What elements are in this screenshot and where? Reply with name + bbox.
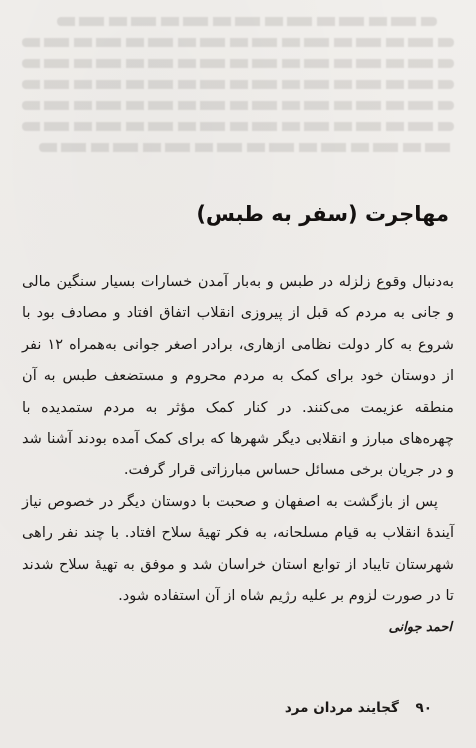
paragraph-1: به‌دنبال وقوع زلزله در طبس و به‌بار آمدن خسارات بسیار سنگین مالی و جانی به مردم که قبل از پیروزی انقلاب اتفاق افتاد و مصادف بود با شروع به کار دولت نظامی ازهاری، برادر اصغر جوانی به‌همراه ۱۲ نفر از دوستان خود برای کمک به مردم محروم و مستضعف طبس به آن منطقه عزیمت می‌کنند. در کنار کمک مؤثر به مردم ستمدیده با چهره‌های مبارز و انقلابی دیگر شهرها که برای کمک آمده بودند آشنا شد و در جریان برخی مسائل حساس مبارزاتی قرار گرفت. [22,273,455,479]
bleed-through-text [22,8,454,198]
body-text [22,266,454,611]
page-footer [285,700,432,716]
book-title: گجایند مردان مرد [284,700,399,716]
author-signature: احمد جوانی [388,620,452,635]
paragraph-2: پس از بازگشت به اصفهان و صحبت با دوستان دیگر در خصوص نیاز آیندهٔ انقلاب به قیام مسلحانه، به فکر تهیهٔ سلاح افتاد. با چند نفر راهی شهرستان تایباد از توابع استان خراسان شد و موفق به تهیهٔ سلاح شدند تا در صورت لزوم بر علیه رژیم شاه از آن استفاده شود. [22,492,454,605]
page-number: ۹۰ [415,700,432,716]
section-heading: مهاجرت (سفر به طبس) [196,202,449,226]
